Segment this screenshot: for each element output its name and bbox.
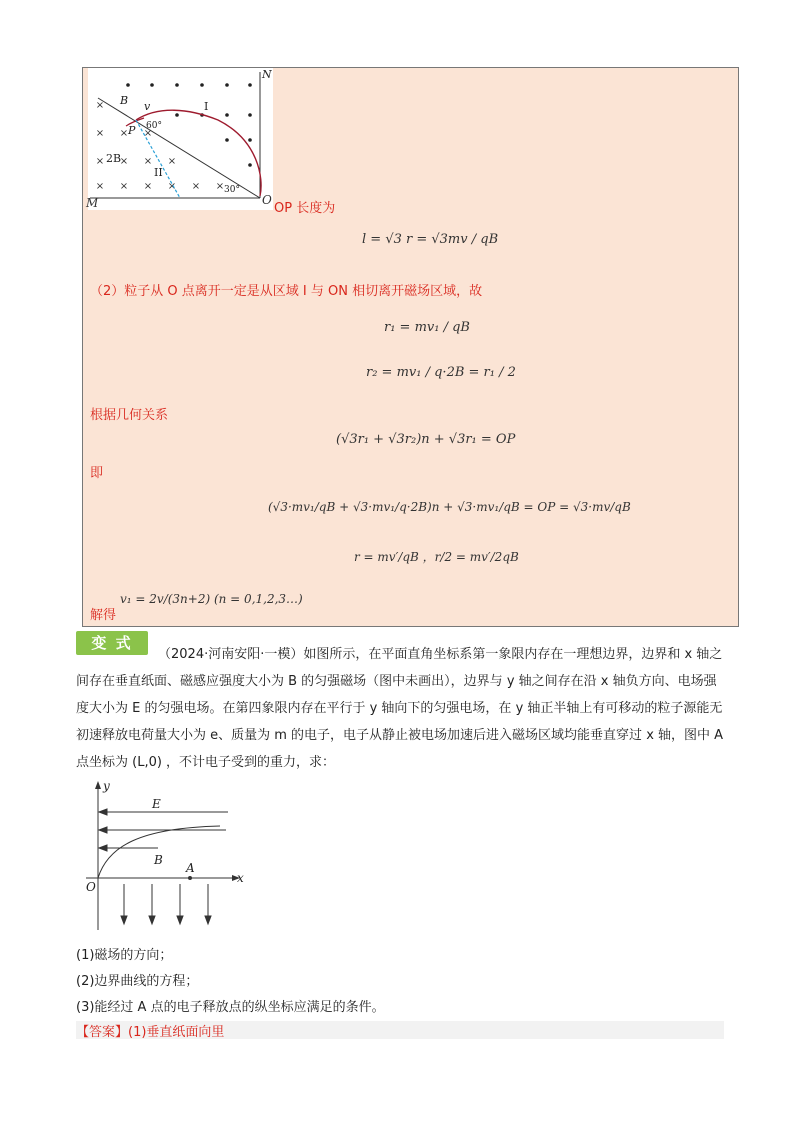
label-origin: O xyxy=(86,880,96,894)
equation-r2: r₂ = mv₁ / q·2B = r₁ / 2 xyxy=(366,365,516,380)
label-angle-60: 60° xyxy=(146,121,162,131)
part2-text: （2）粒子从 O 点离开一定是从区域 I 与 ON 相切离开磁场区域，故 xyxy=(90,284,483,299)
svg-text:×: × xyxy=(119,156,129,167)
op-length-label: OP 长度为 xyxy=(274,201,336,216)
label-y: y xyxy=(103,779,110,793)
variant-problem-text: （2024·河南安阳·一模）如图所示，在平面直角坐标系第一象限内存在一理想边界，边界和 x 轴之间存在垂直纸面、磁感应强度大小为 B 的匀强磁场（图中未画出），边界与 y 轴之间存在沿 x 轴负方向、电场强度大小为 E 的匀强电场。在第四象限内存在平行于 y 轴向下的匀强电场，在 y 轴正半轴上有可移动的粒子源能无初速释放电荷量大小为 e、质量为 m 的电子，电子从静止被电场加速后进入磁场区域均能垂直穿过 x 轴，图中 A 点坐标为 (L,0) ，不计电子受到的重力，求： xyxy=(76,647,724,770)
label-p: P xyxy=(128,124,136,137)
svg-text:×: × xyxy=(167,156,177,167)
label-o: O xyxy=(262,193,272,207)
label-b: B xyxy=(120,94,129,107)
svg-text:×: × xyxy=(95,181,105,192)
svg-text:×: × xyxy=(95,100,105,111)
equation-l: l = √3 r = √3mv / qB xyxy=(362,232,499,247)
svg-text:×: × xyxy=(143,128,153,139)
coordinate-figure xyxy=(80,778,250,933)
label-m: M xyxy=(86,196,99,210)
answer-text: (1)垂直纸面向里 xyxy=(128,1025,225,1040)
question-3: (3)能经过 A 点的电子释放点的纵坐标应满足的条件。 xyxy=(76,1000,385,1015)
label-v: v xyxy=(144,100,151,113)
solve-label: 解得 xyxy=(90,608,117,623)
variant-badge: 变 式 xyxy=(76,631,148,655)
ji-label: 即 xyxy=(90,466,104,481)
label-x: x xyxy=(237,871,244,885)
magnetic-field-figure xyxy=(88,68,273,210)
question-2: (2)边界曲线的方程； xyxy=(76,974,199,989)
label-region-1: I xyxy=(204,100,209,113)
question-1: (1)磁场的方向； xyxy=(76,948,173,963)
svg-text:×: × xyxy=(143,156,153,167)
label-region-2: II xyxy=(154,166,163,179)
svg-text:×: × xyxy=(95,128,105,139)
equation-geometry: (√3r₁ + √3r₂)n + √3r₁ = OP xyxy=(336,432,516,447)
label-angle-30: 30° xyxy=(224,185,240,195)
equation-r-prime: r = mv′/qB ，r/2 = mv′/2qB xyxy=(354,550,519,564)
svg-text:×: × xyxy=(191,181,201,192)
label-a: A xyxy=(186,861,195,875)
svg-text:×: × xyxy=(119,181,129,192)
answer-tag: 【答案】 xyxy=(76,1025,129,1040)
svg-text:×: × xyxy=(95,156,105,167)
svg-text:×: × xyxy=(215,181,225,192)
label-n: N xyxy=(262,68,272,81)
equation-expanded: (√3·mv₁/qB + √3·mv₁/q·2B)n + √3·mv₁/qB = OP = √3·mv/qB xyxy=(268,500,631,514)
answer-row xyxy=(76,1021,724,1039)
label-e: E xyxy=(152,797,161,811)
svg-text:×: × xyxy=(119,128,129,139)
equation-solution: v₁ = 2v/(3n+2) (n = 0,1,2,3…) xyxy=(120,592,303,606)
geometry-label: 根据几何关系 xyxy=(90,408,169,423)
svg-text:×: × xyxy=(143,181,153,192)
label-b-field: B xyxy=(154,853,163,867)
svg-text:×: × xyxy=(167,181,177,192)
label-2b: 2B xyxy=(106,152,122,165)
equation-r1: r₁ = mv₁ / qB xyxy=(384,320,470,335)
